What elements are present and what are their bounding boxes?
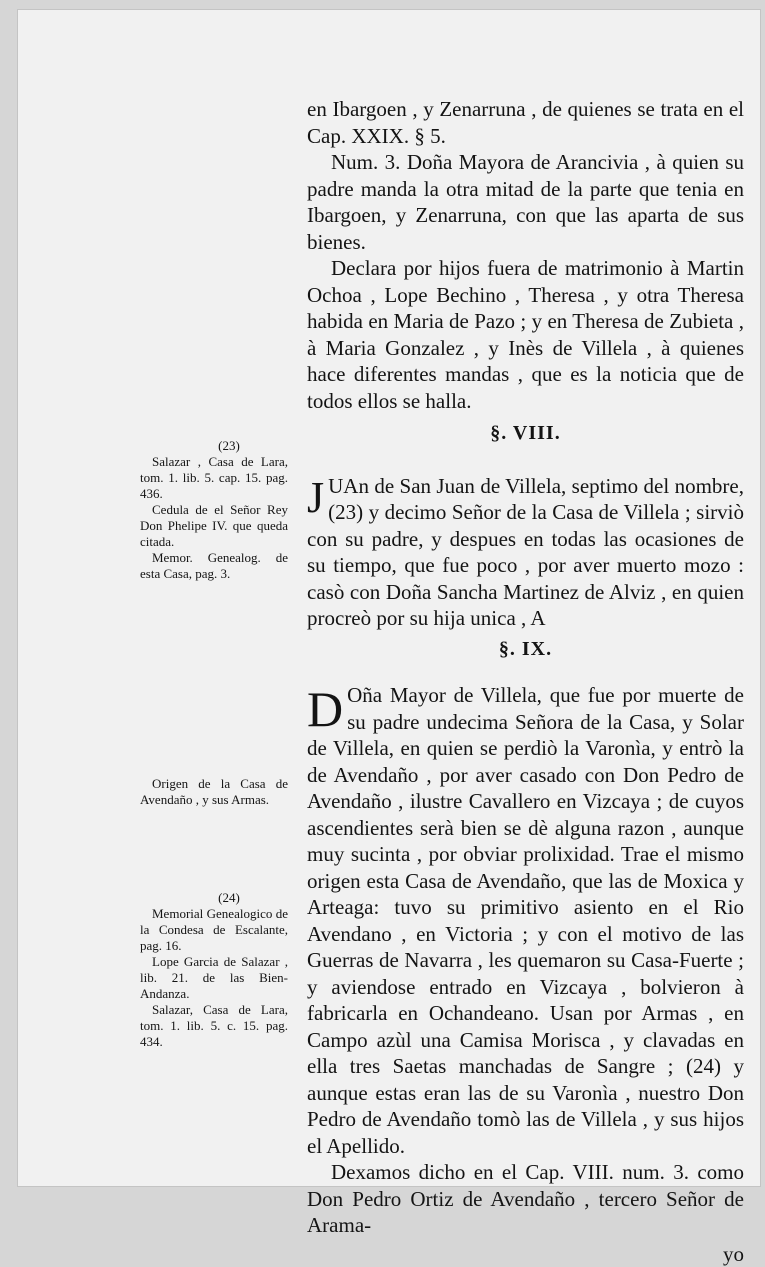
marginal-note-origin — [140, 776, 288, 808]
note-24-number: (24) — [140, 890, 288, 906]
paragraph-1: en Ibargoen , y Zenarruna , de quienes se trata en el Cap. XXIX. § 5. — [307, 96, 744, 149]
section-heading-ix: §. IX. — [307, 636, 744, 663]
paragraph-6: Dexamos dicho en el Cap. VIII. num. 3. como Don Pedro Ortiz de Avendaño , tercero Señor de Arama- — [307, 1159, 744, 1239]
note-24-citation-salazar: Salazar, Casa de Lara, tom. 1. lib. 5. c. 15. pag. 434. — [140, 1002, 288, 1050]
section-heading-viii: §. VIII. — [307, 420, 744, 447]
catchword: yo — [307, 1241, 744, 1267]
paragraph-5 — [307, 682, 744, 1159]
marginal-note-23 — [140, 438, 288, 582]
note-23-citation-salazar: Salazar , Casa de Lara, tom. 1. lib. 5. cap. 15. pag. 436. — [140, 454, 288, 502]
note-23-citation-cedula: Cedula de el Señor Rey Don Phelipe IV. que queda citada. — [140, 502, 288, 550]
main-text-column — [307, 96, 744, 1267]
note-24-citation-lope-garcia: Lope Garcia de Salazar , lib. 21. de las Bien-Andanza. — [140, 954, 288, 1002]
note-23-citation-memorial: Memor. Genealog. de esta Casa, pag. 3. — [140, 550, 288, 582]
paragraph-4 — [307, 473, 744, 632]
drop-cap-d: D — [307, 687, 343, 731]
paragraph-5-text: Oña Mayor de Villela, que fue por muerte de su padre undecima Señora de la Casa, y Solar de Villela, en quien se perdiò la Varonìa, y entrò la de Avendaño , por aver casado con Don Pedro de Avendaño , ilustre Cavallero en Vizcaya ; de cuyos ascendientes serà bien se dè alguna razon , aunque muy sucinta , por obviar prolixidad. Trae el mismo origen esta Casa de Avendaño, que las de Moxica y Arteaga: tuvo su primitivo asiento en el Rio Avendano , en Victoria ; y con el motivo de las Guerras de Navarra , les quemaron su Casa-Fuerte ; y aviendose entrado en Vizcaya , bolvieron à fabricarla en Ochandeano. Usan por Armas , en Campo azùl una Camisa Morisca , y clavadas en ella tres Saetas manchadas de Sangre ; (24) y aunque estas eran las de su Varonìa , nuestro Don Pedro de Avendaño tomò las de Villela , y sus hijos el Apellido. — [307, 683, 744, 1158]
note-24-citation-memorial: Memorial Genealogico de la Condesa de Escalante, pag. 16. — [140, 906, 288, 954]
note-23-number: (23) — [140, 438, 288, 454]
marginal-note-24 — [140, 890, 288, 1050]
paragraph-4-text: UAn de San Juan de Villela, septimo del nombre, (23) y decimo Señor de la Casa de Villela ; sirviò con su padre, y despues en todas las ocasiones de su tiempo, que fue poco , por aver muerto mozo : casò con Doña Sancha Martinez de Alviz , en quien procreò por su hija unica , A — [307, 474, 744, 631]
origin-avendano-note: Origen de la Casa de Avendaño , y sus Armas. — [140, 776, 288, 808]
drop-cap-j: J — [307, 478, 324, 518]
paragraph-2: Num. 3. Doña Mayora de Arancivia , à quien su padre manda la otra mitad de la parte que tenia en Ibargoen, y Zenarruna, con que las aparta de sus bienes. — [307, 149, 744, 255]
paragraph-3: Declara por hijos fuera de matrimonio à Martin Ochoa , Lope Bechino , Theresa , y otra Theresa habida en Maria de Pazo ; y en Theresa de Zubieta , à Maria Gonzalez , y Inès de Villela , à quienes hace diferentes mandas , que es la noticia que de todos ellos se halla. — [307, 255, 744, 414]
